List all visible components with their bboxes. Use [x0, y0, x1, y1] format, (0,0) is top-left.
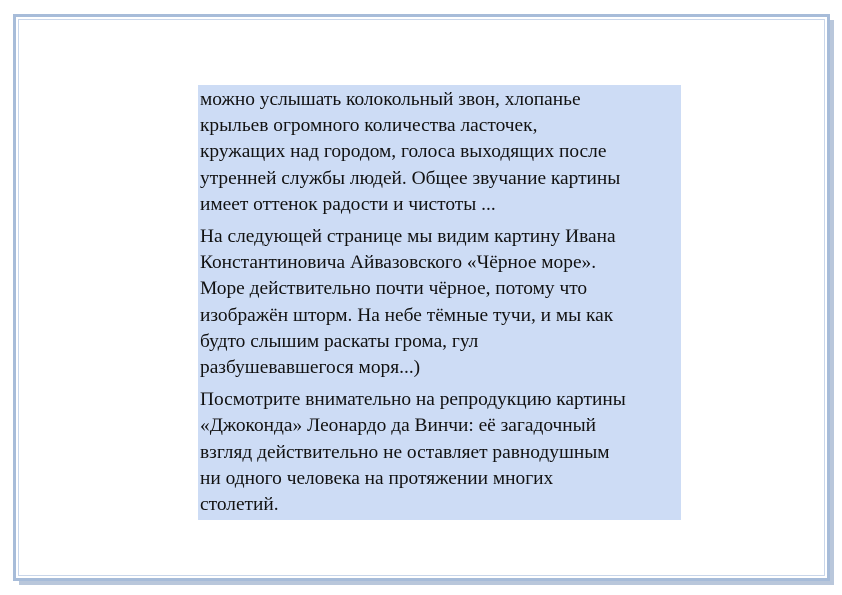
paragraph-gioconda [200, 387, 679, 518]
text-line: «Джоконда» Леонардо да Винчи: её загадочный [200, 415, 597, 437]
text-line: имеет оттенок радости и чистоты ... [200, 193, 496, 215]
text-line: крыльев огромного количества ласточек, [200, 115, 538, 137]
text-line: Константиновича Айвазовского «Чёрное море». [200, 252, 597, 274]
text-line: кружащих над городом, голоса выходящих после [200, 141, 607, 163]
text-line: Море действительно почти чёрное, потому что [200, 278, 588, 300]
text-line: На следующей странице мы видим картину Ивана [200, 226, 616, 248]
text-line: столетий. [200, 494, 279, 516]
text-line: взгляд действительно не оставляет равнодушным [200, 441, 610, 463]
text-box [198, 85, 681, 520]
text-line: Посмотрите внимательно на репродукцию картины [200, 389, 626, 411]
text-line: изображён шторм. На небе тёмные тучи, и мы как [200, 304, 614, 326]
paragraph-black-sea [200, 224, 679, 381]
paragraph-bells [200, 87, 679, 218]
text-line: будто слышим раскаты грома, гул [200, 330, 479, 352]
text-line: можно услышать колокольный звон, хлопанье [200, 89, 581, 110]
text-line: разбушевавшегося моря...) [200, 357, 421, 379]
text-line: ни одного человека на протяжении многих [200, 467, 554, 489]
text-line: утренней службы людей. Общее звучание картины [200, 167, 621, 189]
